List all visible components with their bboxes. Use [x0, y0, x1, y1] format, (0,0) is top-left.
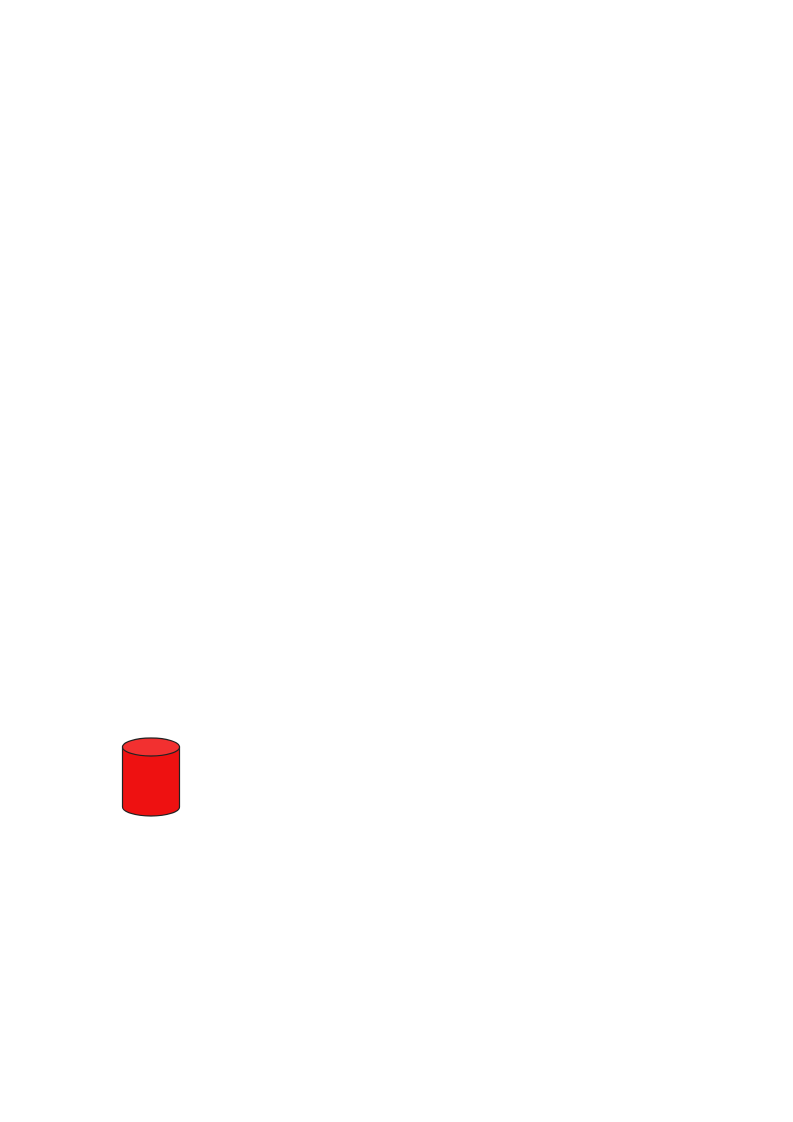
question-7: [119, 463, 181, 483]
question-4: [119, 325, 123, 345]
question-1: [119, 185, 234, 205]
question-11: [119, 621, 123, 641]
cylinder-top: [123, 738, 180, 756]
question-2: [119, 225, 184, 245]
cylinder-body: [123, 747, 180, 816]
question-10: [119, 581, 167, 601]
question-13: [119, 873, 179, 893]
question-3: [119, 264, 185, 284]
question-8: [119, 503, 123, 523]
question-5: [119, 384, 204, 404]
cylinder-figure: [120, 736, 182, 818]
question-15: [119, 952, 123, 972]
question-6: [119, 424, 224, 444]
question-14: [119, 912, 123, 932]
question-12: [119, 660, 123, 680]
question-9: [119, 542, 181, 562]
